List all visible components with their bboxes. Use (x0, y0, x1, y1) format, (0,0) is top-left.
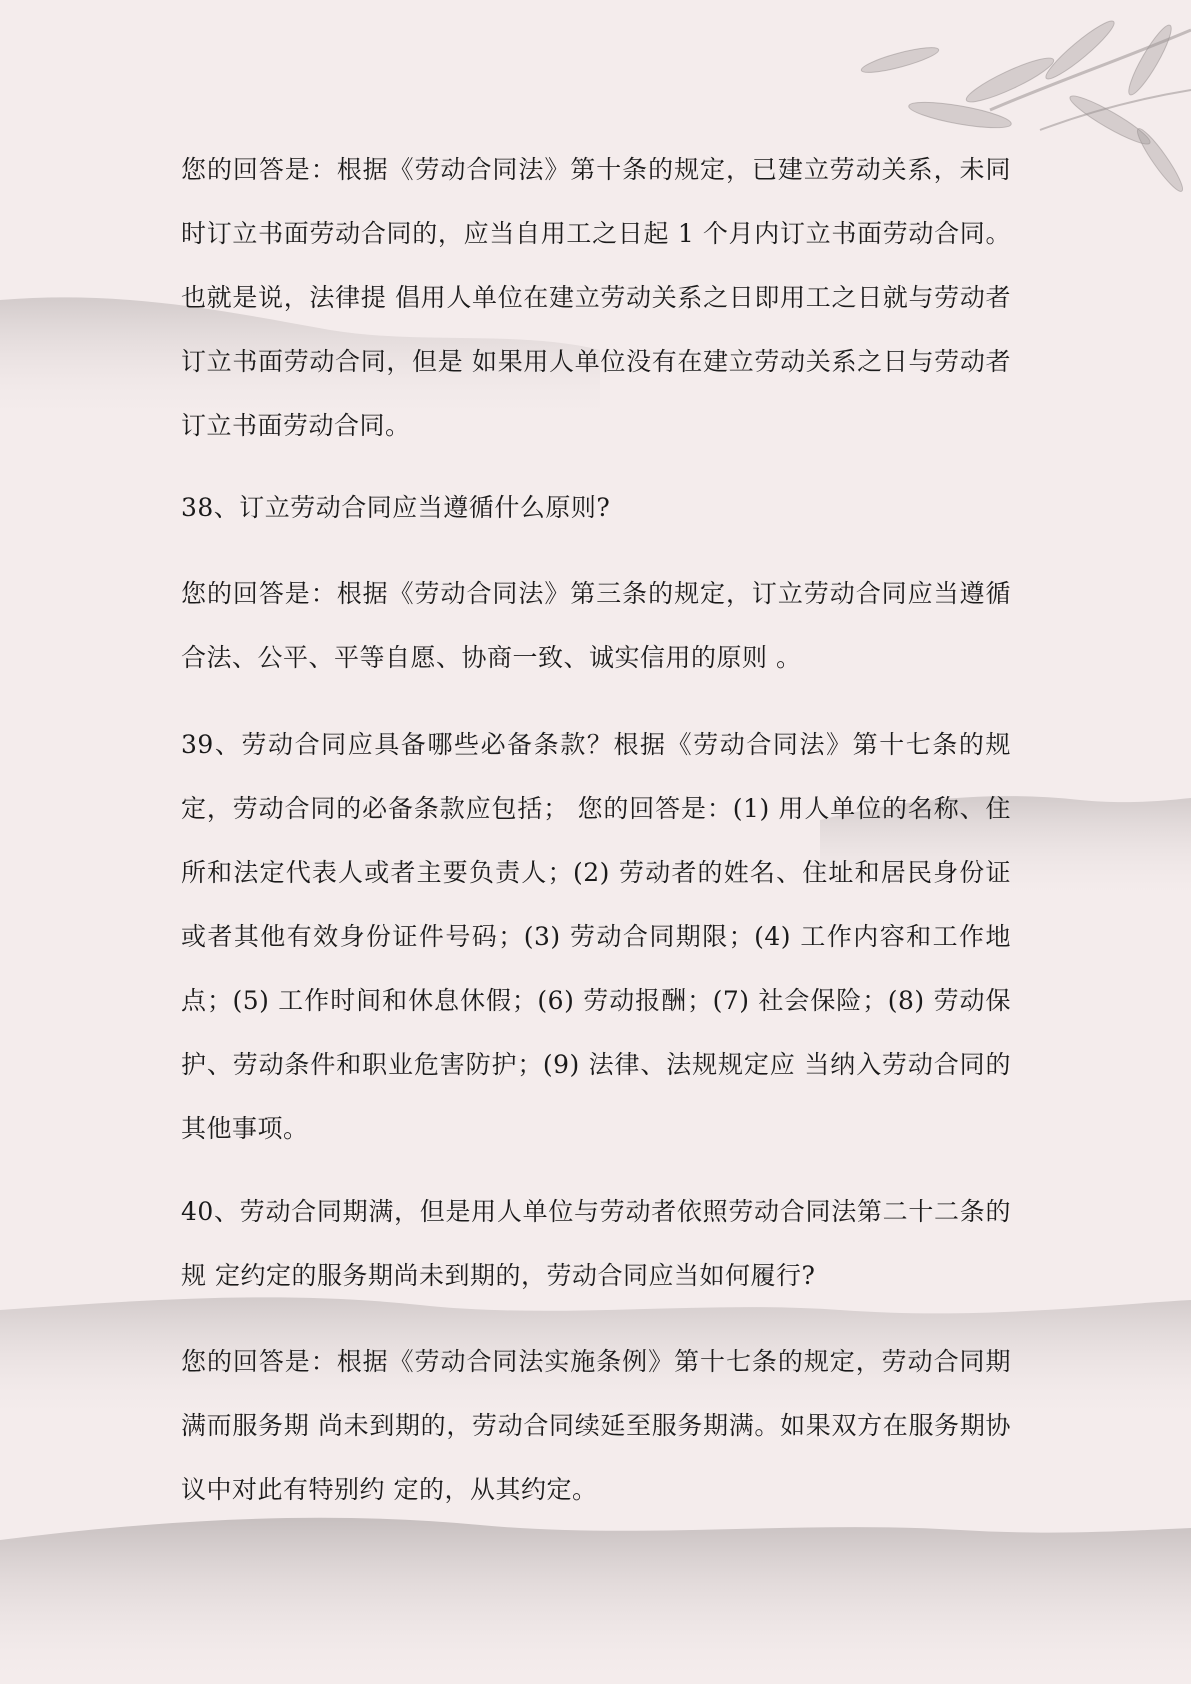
answer-paragraph-38: 您的回答是：根据《劳动合同法》第三条的规定，订立劳动合同应当遵循合法、公平、平等自愿、协商一致、诚实信用的原则 。 (181, 579, 1011, 672)
answer-paragraph-40: 您的回答是：根据《劳动合同法实施条例》第十七条的规定，劳动合同期满而服务期 尚未到期的，劳动合同续延至服务期满。如果双方在服务期协议中对此有特别约 定的，从其约定。 (181, 1347, 1011, 1504)
mountain-band-lower (0, 1518, 1191, 1684)
question-40: 40、劳动合同期满，但是用人单位与劳动者依照劳动合同法第二十二条的规 定约定的服务期尚未到期的，劳动合同应当如何履行? (181, 1197, 1011, 1290)
question-38: 38、订立劳动合同应当遵循什么原则? (181, 493, 611, 522)
answer-paragraph-37: 您的回答是：根据《劳动合同法》第十条的规定，已建立劳动关系，未同时订立书面劳动合同的，应当自用工之日起 1 个月内订立书面劳动合同。也就是说，法律提 倡用人单位在建立劳动关系之日即用工之日就与劳动者订立书面劳动合同，但是 如果用人单位没有在建立劳动关系之日与劳动者订立书面劳动合同。 (181, 155, 1011, 440)
question-answer-39: 39、劳动合同应具备哪些必备条款？根据《劳动合同法》第十七条的规定，劳动合同的必备条款应包括； 您的回答是：(1) 用人单位的名称、住所和法定代表人或者主要负责人；(2) 劳动者的姓名、住址和居民身份证或者其他有效身份证件号码；(3) 劳动合同期限；(4) 工作内容和工作地点；(5) 工作时间和休息休假；(6) 劳动报酬；(7) 社会保险；(8) 劳动保护、劳动条件和职业危害防护；(9) 法律、法规规定应 当纳入劳动合同的其他事项。 (181, 730, 1011, 1143)
